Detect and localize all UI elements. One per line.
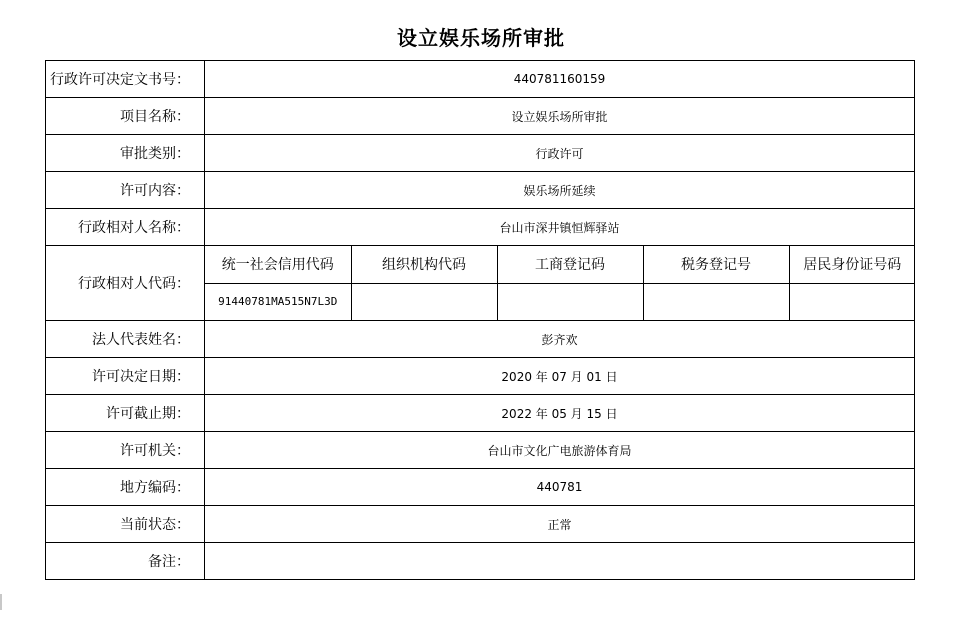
- page-title: 设立娱乐场所审批: [397, 26, 565, 50]
- row-expiry-date: [46, 395, 915, 432]
- party-name-value: 台山市深井镇恒辉驿站: [205, 209, 915, 246]
- row-authority: [46, 432, 915, 469]
- row-legal-rep: [46, 321, 915, 358]
- row-region-code: [46, 469, 915, 506]
- row-decision-date: [46, 358, 915, 395]
- remarks-value: [205, 543, 915, 580]
- project-name-label: 项目名称：: [46, 98, 205, 135]
- business-reg-header: 工商登记码: [497, 246, 643, 283]
- tax-reg-value: [643, 283, 789, 320]
- codes-table: [205, 246, 915, 320]
- category-value: 行政许可: [205, 135, 915, 172]
- authority-value: 台山市文化广电旅游体育局: [205, 432, 915, 469]
- category-label: 审批类别：: [46, 135, 205, 172]
- credit-code-header: 统一社会信用代码: [205, 246, 351, 283]
- decision-date-label: 许可决定日期：: [46, 358, 205, 395]
- id-card-value: [789, 283, 915, 320]
- party-code-grid: [205, 246, 915, 321]
- tax-reg-header: 税务登记号: [643, 246, 789, 283]
- legal-rep-label: 法人代表姓名：: [46, 321, 205, 358]
- scroll-edge-mark: [0, 594, 2, 610]
- content-value: 娱乐场所延续: [205, 172, 915, 209]
- status-label: 当前状态：: [46, 506, 205, 543]
- business-reg-value: [497, 283, 643, 320]
- row-status: [46, 506, 915, 543]
- id-card-header: 居民身份证号码: [789, 246, 915, 283]
- status-value: 正常: [205, 506, 915, 543]
- remarks-label: 备注：: [46, 543, 205, 580]
- record-table: [45, 60, 915, 580]
- project-name-value: 设立娱乐场所审批: [205, 98, 915, 135]
- expiry-date-value: 2022 年 05 月 15 日: [205, 395, 915, 432]
- row-decision-no: [46, 61, 915, 98]
- org-code-header: 组织机构代码: [351, 246, 497, 283]
- decision-date-value: 2020 年 07 月 01 日: [205, 358, 915, 395]
- region-code-label: 地方编码：: [46, 469, 205, 506]
- decision-no-value: 440781160159: [205, 61, 915, 98]
- codes-header-row: [205, 246, 915, 283]
- content-label: 许可内容：: [46, 172, 205, 209]
- credit-code-value: 91440781MA515N7L3D: [205, 283, 351, 320]
- row-party-name: [46, 209, 915, 246]
- row-remarks: [46, 543, 915, 580]
- legal-rep-value: 彭齐欢: [205, 321, 915, 358]
- row-party-code: [46, 246, 915, 321]
- codes-value-row: [205, 283, 915, 320]
- row-content: [46, 172, 915, 209]
- region-code-value: 440781: [205, 469, 915, 506]
- decision-no-label: 行政许可决定文书号：: [46, 61, 205, 98]
- row-category: [46, 135, 915, 172]
- expiry-date-label: 许可截止期：: [46, 395, 205, 432]
- authority-label: 许可机关：: [46, 432, 205, 469]
- party-code-label: 行政相对人代码：: [46, 246, 205, 321]
- org-code-value: [351, 283, 497, 320]
- party-name-label: 行政相对人名称：: [46, 209, 205, 246]
- row-project-name: [46, 98, 915, 135]
